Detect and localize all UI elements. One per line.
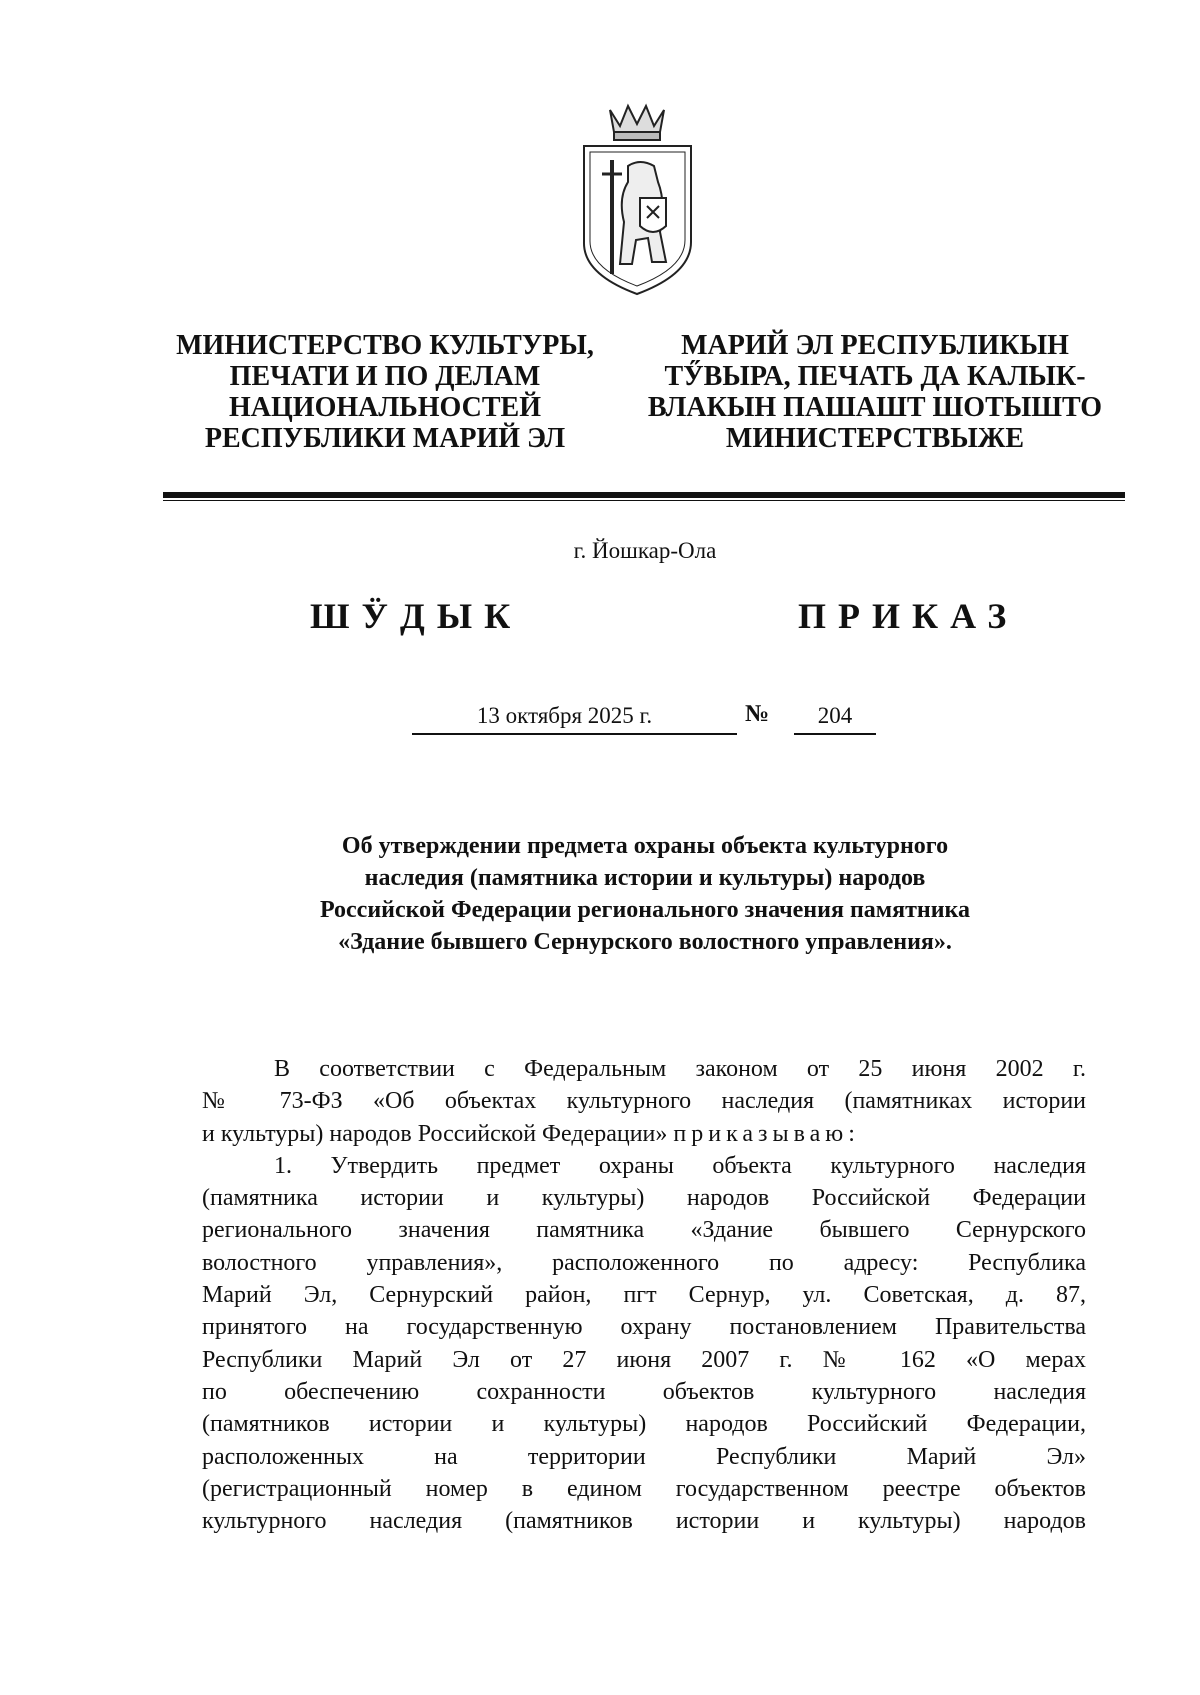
header-divider-thin	[163, 500, 1125, 501]
body-line: В соответствии с Федеральным законом от 25 июня 2002 г.	[274, 1056, 1086, 1082]
order-command: приказываю:	[673, 1120, 860, 1147]
item-line: расположенных на территории Республики Марий Эл»	[202, 1443, 1086, 1470]
org-mari-line: ВЛАКЫН ПАШАШТ ШОТЫШТО	[647, 392, 1103, 423]
date-underline	[412, 733, 737, 735]
item-line: (памятника истории и культуры) народов Российской Федерации	[202, 1185, 1086, 1212]
title-line: «Здание бывшего Сернурского волостного управления».	[338, 929, 952, 955]
org-mari-line: МАРИЙ ЭЛ РЕСПУБЛИКЫН	[681, 330, 1069, 361]
order-number: 204	[817, 703, 853, 728]
org-ru-line: РЕСПУБЛИКИ МАРИЙ ЭЛ	[204, 423, 566, 454]
order-date: 13 октября 2025 г.	[476, 703, 653, 728]
item-line: регионального значения памятника «Здание бывшего Сернурского	[202, 1217, 1086, 1244]
title-line: Об утверждении предмета охраны объекта культурного	[341, 833, 949, 859]
org-mari-line: ТӲВЫРА, ПЕЧАТЬ ДА КАЛЫК-	[664, 361, 1086, 392]
item-line: Республики Марий Эл от 27 июня 2007 г. № 162 «О мерах	[202, 1346, 1086, 1373]
title-line: наследия (памятника истории и культуры) народов	[364, 865, 926, 891]
item-line: культурного наследия (памятников истории и культуры) народов	[202, 1508, 1086, 1535]
order-body	[202, 1053, 1086, 1537]
title-line: Российской Федерации регионального значения памятника	[319, 897, 971, 923]
header-divider-thick	[163, 492, 1125, 498]
city-name: г. Йошкар-Ола	[573, 538, 717, 563]
ministry-name-russian	[175, 330, 595, 454]
body-line: № 73-ФЗ «Об объектах культурного наследия (памятниках истории	[202, 1088, 1086, 1115]
item-line: принятого на государственную охрану постановлением Правительства	[202, 1314, 1086, 1341]
ministry-name-mari	[640, 330, 1110, 454]
number-sign: №	[745, 701, 770, 727]
order-title	[200, 830, 1090, 958]
body-line-prefix: и культуры) народов Российской Федерации»	[202, 1120, 668, 1147]
org-ru-line: ПЕЧАТИ И ПО ДЕЛАМ	[229, 361, 541, 392]
org-ru-line: МИНИСТЕРСТВО КУЛЬТУРЫ,	[176, 330, 594, 361]
item-line: (памятников истории и культуры) народов Российский Федерации,	[202, 1411, 1086, 1438]
doc-type-mari: ШӰДЫК	[310, 596, 523, 636]
org-mari-line: МИНИСТЕРСТВЫЖЕ	[725, 423, 1025, 454]
item-line: волостного управления», расположенного по адресу: Республика	[202, 1249, 1086, 1276]
coat-of-arms-emblem	[570, 102, 705, 298]
item-line: 1. Утвердить предмет охраны объекта культурного наследия	[274, 1152, 1086, 1179]
org-ru-line: НАЦИОНАЛЬНОСТЕЙ	[229, 392, 541, 423]
number-underline	[794, 733, 876, 735]
body-line	[202, 1118, 1086, 1150]
item-line: Марий Эл, Сернурский район, пгт Сернур, ул. Советская, д. 87,	[202, 1282, 1086, 1309]
item-line: по обеспечению сохранности объектов культурного наследия	[202, 1378, 1086, 1405]
doc-type-russian: ПРИКАЗ	[798, 596, 1019, 636]
item-line: (регистрационный номер в едином государственном реестре объектов	[202, 1475, 1086, 1502]
